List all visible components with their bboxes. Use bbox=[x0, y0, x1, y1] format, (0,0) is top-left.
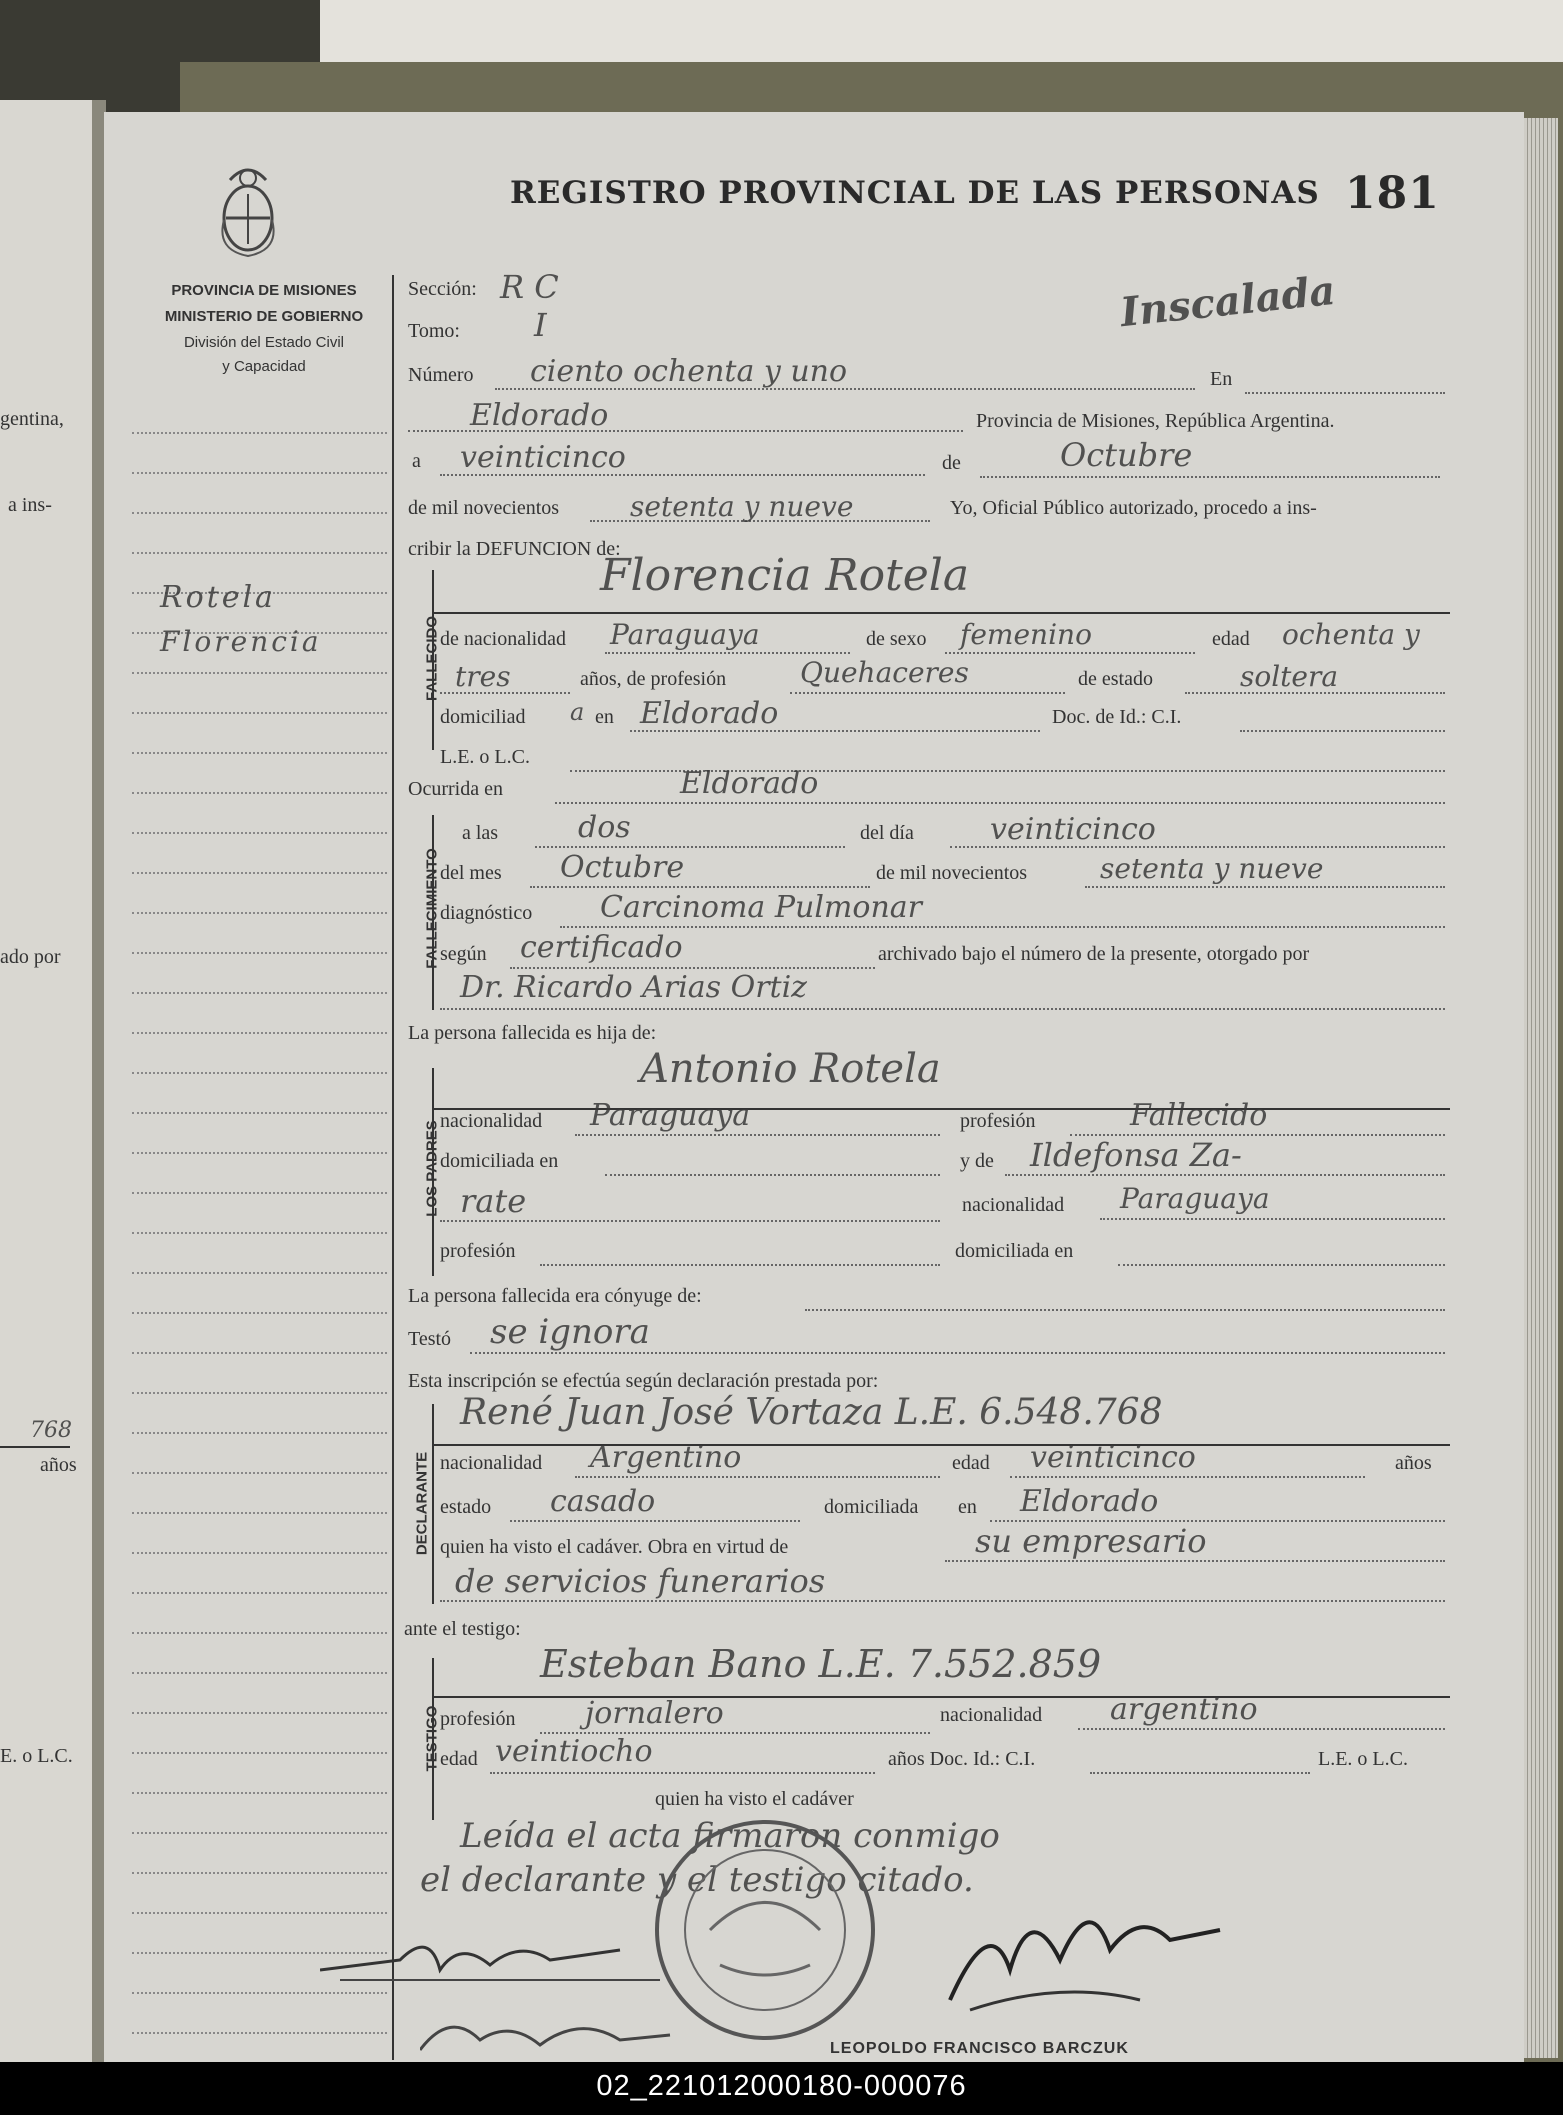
section-fallecido: FALLECIDO bbox=[423, 616, 441, 701]
officer-name: LEOPOLDO FRANCISCO BARCZUK bbox=[830, 2040, 1129, 2057]
closing-line-1: Leída el acta firmaron conmigo bbox=[460, 1816, 1000, 1856]
value-padre-profesion: Fallecido bbox=[1130, 1098, 1268, 1133]
left-page-fragment: gentina, bbox=[0, 408, 64, 430]
left-page-handwriting: 768 bbox=[30, 1418, 72, 1443]
value-nombre: Florencia Rotela bbox=[600, 550, 970, 601]
label-hija-de: La persona fallecida es hija de: bbox=[408, 1022, 657, 1044]
label-a-las: a las bbox=[462, 822, 499, 844]
division-name-2: y Capacidad bbox=[222, 358, 306, 375]
label-testigo-edad: edad bbox=[440, 1748, 478, 1770]
value-anio: setenta y nueve bbox=[630, 490, 854, 523]
value-madre-1: Ildefonsa Za- bbox=[1030, 1136, 1242, 1174]
coat-of-arms-icon bbox=[210, 160, 286, 260]
page-title: REGISTRO PROVINCIAL DE LAS PERSONAS bbox=[510, 175, 1320, 211]
label-declarante-visto: quien ha visto el cadáver. Obra en virtud de bbox=[440, 1536, 789, 1558]
value-declarante-domicilio: Eldorado bbox=[1020, 1484, 1159, 1519]
label-ocurrida: Ocurrida en bbox=[408, 778, 503, 800]
value-declarante-edad: veinticinco bbox=[1030, 1440, 1196, 1475]
value-lugar: Eldorado bbox=[470, 398, 609, 433]
official-seal-icon bbox=[650, 1815, 880, 2045]
division-name: División del Estado Civil bbox=[183, 334, 345, 351]
value-testigo: Esteban Bano L.E. 7.552.859 bbox=[540, 1642, 1102, 1686]
label-declarante-nacionalidad: nacionalidad bbox=[440, 1452, 543, 1474]
label-numero: Número bbox=[408, 364, 474, 386]
label-en: En bbox=[1210, 368, 1233, 390]
value-padre-nacionalidad: Paraguaya bbox=[590, 1098, 751, 1133]
label-de: de bbox=[942, 452, 961, 474]
label-madre-nacionalidad: nacionalidad bbox=[962, 1194, 1065, 1216]
label-testigo-anios-doc: años Doc. Id.: C.I. bbox=[888, 1748, 1036, 1770]
label-declarante-estado: estado bbox=[440, 1496, 492, 1518]
value-madre-2: rate bbox=[460, 1182, 527, 1220]
label-testo: Testó bbox=[408, 1328, 452, 1350]
value-declarante-estado: casado bbox=[550, 1484, 656, 1519]
value-obra-1: su empresario bbox=[975, 1522, 1207, 1560]
label-del-dia: del día bbox=[860, 822, 914, 844]
label-declarante-domiciliada: domiciliada bbox=[824, 1496, 919, 1518]
label-padre-domiciliada: domiciliada en bbox=[440, 1150, 559, 1172]
left-page-fragment: ado por bbox=[0, 946, 61, 968]
folio-number: 181 bbox=[1345, 168, 1440, 219]
left-page-fragment: años bbox=[40, 1454, 77, 1476]
label-conyuge: La persona fallecida era cónyuge de: bbox=[408, 1285, 702, 1307]
value-sexo: femenino bbox=[960, 618, 1092, 651]
value-segun: certificado bbox=[520, 930, 683, 965]
value-domicilio: Eldorado bbox=[640, 696, 779, 731]
value-dia: veinticinco bbox=[460, 440, 626, 475]
section-fallecimiento: FALLECIMIENTO bbox=[423, 848, 441, 969]
label-nacionalidad: de nacionalidad bbox=[440, 628, 567, 650]
label-y-de: y de bbox=[960, 1150, 994, 1172]
value-edad-2: tres bbox=[455, 660, 511, 693]
label-edad: edad bbox=[1212, 628, 1250, 650]
ministry-name: MINISTERIO DE GOBIERNO bbox=[164, 308, 364, 325]
label-declarante-en: en bbox=[958, 1496, 977, 1518]
label-padre-nacionalidad: nacionalidad bbox=[440, 1110, 543, 1132]
value-tomo: I bbox=[534, 306, 547, 344]
label-segun: según bbox=[440, 943, 487, 965]
label-inscribir: cribir la DEFUNCION de: bbox=[408, 538, 621, 560]
label-estado: de estado bbox=[1078, 668, 1153, 690]
margin-note-surname: Rotela bbox=[160, 580, 276, 615]
stamp-inscalada: Inscalada bbox=[1118, 266, 1338, 337]
label-doc-id: Doc. de Id.: C.I. bbox=[1052, 706, 1182, 728]
label-madre-domiciliada: domiciliada en bbox=[955, 1240, 1074, 1262]
label-domiciliad: domiciliad bbox=[440, 706, 526, 728]
label-archivado: archivado bajo el número de la presente, otorgado por bbox=[878, 943, 1310, 965]
left-page-fragment: E. o L.C. bbox=[0, 1745, 73, 1767]
value-mes: Octubre bbox=[1060, 436, 1193, 474]
background-card bbox=[320, 0, 1563, 62]
closing-line-2: el declarante y el testigo citado. bbox=[420, 1860, 974, 1900]
label-seccion: Sección: bbox=[408, 278, 477, 300]
image-id-caption: 02_221012000180-000076 bbox=[596, 2070, 967, 2102]
value-testigo-nacionalidad: argentino bbox=[1110, 1692, 1258, 1727]
margin-note-name: Florencia bbox=[160, 625, 322, 658]
value-declarante: René Juan José Vortaza L.E. 6.548.768 bbox=[460, 1392, 1163, 1433]
label-provincia: Provincia de Misiones, República Argentina. bbox=[976, 410, 1335, 432]
value-testigo-edad: veintiocho bbox=[495, 1734, 653, 1769]
value-hora: dos bbox=[578, 810, 631, 845]
label-domiciliad-en: en bbox=[595, 706, 614, 728]
value-testo: se ignora bbox=[490, 1312, 650, 1352]
label-madre-profesion: profesión bbox=[440, 1240, 516, 1262]
value-anio-fall: setenta y nueve bbox=[1100, 852, 1324, 885]
label-tomo: Tomo: bbox=[408, 320, 460, 342]
section-padres: LOS PADRES bbox=[423, 1120, 441, 1217]
label-mil-novecientos: de mil novecientos bbox=[408, 497, 560, 519]
section-testigo: TESTIGO bbox=[423, 1705, 441, 1772]
label-padre-profesion: profesión bbox=[960, 1110, 1036, 1132]
value-seccion: R C bbox=[500, 268, 559, 306]
page-stack-edge bbox=[1524, 118, 1558, 2058]
section-declarante: DECLARANTE bbox=[413, 1451, 431, 1556]
witness-signature-icon bbox=[420, 2010, 680, 2060]
label-del-mes: del mes bbox=[440, 862, 502, 884]
label-testigo-profesion: profesión bbox=[440, 1708, 516, 1730]
declarant-signature-icon bbox=[320, 1930, 680, 1990]
value-declarante-nacionalidad: Argentino bbox=[590, 1440, 742, 1475]
value-profesion: Quehaceres bbox=[800, 656, 969, 689]
value-madre-nacionalidad: Paraguaya bbox=[1120, 1182, 1270, 1215]
label-declaracion: Esta inscripción se efectúa según declaración prestada por: bbox=[408, 1370, 879, 1392]
label-declarante-anios: años bbox=[1395, 1452, 1432, 1474]
label-de-mil-novecientos: de mil novecientos bbox=[876, 862, 1028, 884]
value-numero: ciento ochenta y uno bbox=[530, 354, 848, 389]
value-edad-1: ochenta y bbox=[1282, 618, 1420, 651]
value-dia-fall: veinticinco bbox=[990, 812, 1156, 847]
label-le-lc: L.E. o L.C. bbox=[440, 746, 530, 768]
label-testigo-le-lc: L.E. o L.C. bbox=[1318, 1748, 1408, 1770]
value-testigo-profesion: jornalero bbox=[585, 1696, 724, 1731]
value-domicilio-sufijo: a bbox=[570, 698, 585, 726]
label-a: a bbox=[412, 450, 421, 472]
value-diagnostico: Carcinoma Pulmonar bbox=[600, 890, 922, 925]
label-diagnostico: diagnóstico bbox=[440, 902, 533, 924]
value-nacionalidad: Paraguaya bbox=[610, 618, 760, 651]
value-ocurrida: Eldorado bbox=[680, 766, 819, 801]
label-anios-profesion: años, de profesión bbox=[580, 668, 727, 690]
label-declarante-edad: edad bbox=[952, 1452, 990, 1474]
label-sexo: de sexo bbox=[866, 628, 927, 650]
value-estado: soltera bbox=[1240, 660, 1339, 693]
column-divider bbox=[392, 275, 394, 2060]
province-name: PROVINCIA DE MISIONES bbox=[171, 282, 357, 299]
left-page-underline bbox=[0, 1446, 70, 1448]
officer-signature-icon bbox=[940, 1890, 1240, 2020]
label-oficial: Yo, Oficial Público autorizado, procedo a ins- bbox=[950, 497, 1317, 519]
label-testigo-nacionalidad: nacionalidad bbox=[940, 1704, 1043, 1726]
left-page-fragment: a ins- bbox=[8, 494, 52, 516]
value-mes-fall: Octubre bbox=[560, 850, 685, 885]
label-testigo-visto: quien ha visto el cadáver bbox=[655, 1788, 854, 1810]
value-medico: Dr. Ricardo Arias Ortiz bbox=[460, 970, 807, 1005]
value-obra-2: de servicios funerarios bbox=[455, 1562, 826, 1600]
label-testigo: ante el testigo: bbox=[404, 1618, 521, 1640]
value-padre: Antonio Rotela bbox=[640, 1046, 941, 1092]
